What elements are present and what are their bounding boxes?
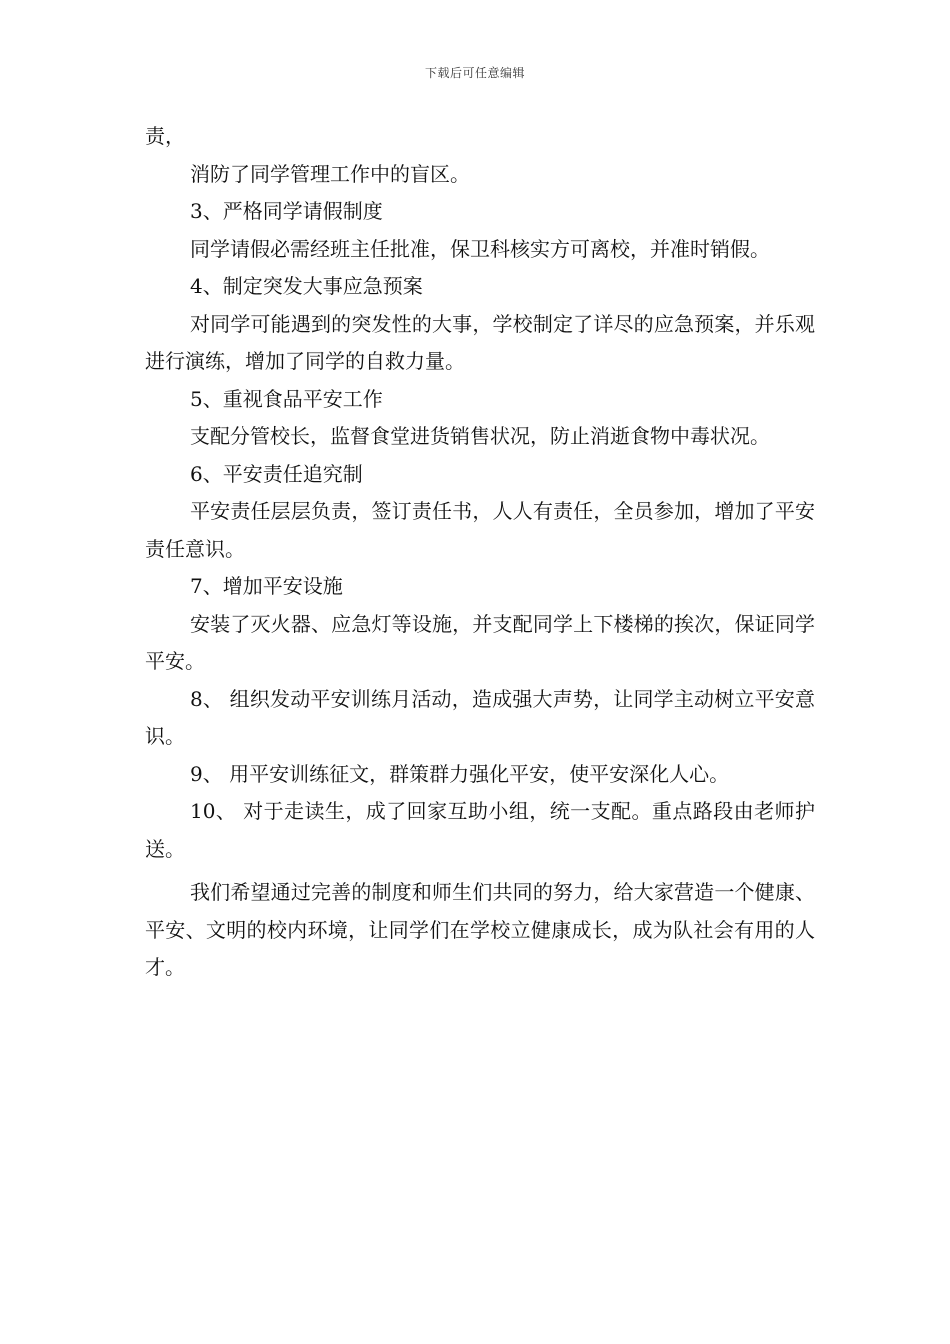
paragraph: 同学请假必需经班主任批准，保卫科核实方可离校，并准时销假。: [190, 236, 770, 261]
list-item-10: 10、 对于走读生，成了回家互助小组，统一支配。重点路段由老师护送。: [145, 799, 815, 861]
paragraph: 平安责任层层负责，签订责任书，人人有责任，全员参加，增加了平安责任意识。: [145, 499, 815, 561]
paragraph-continuation: 责，: [145, 124, 185, 148]
section-heading-3: 3、严格同学请假制度: [190, 199, 383, 223]
section-heading-5: 5、重视食品平安工作: [190, 386, 383, 411]
section-heading-6: 6、平安责任追究制: [190, 461, 363, 486]
page-header: 下载后可任意编辑: [424, 66, 525, 80]
document-body: [145, 118, 815, 987]
section-heading-4: 4、制定突发大事应急预案: [190, 274, 423, 298]
paragraph: 安装了灭火器、应急灯等设施，并支配同学上下楼梯的挨次，保证同学平安。: [145, 611, 815, 673]
list-item-8: 8、 组织发动平安训练月活动，造成强大声势，让同学主动树立平安意识。: [145, 686, 815, 748]
paragraph: 消防了同学管理工作中的盲区。: [190, 161, 470, 186]
list-item-9: 9、 用平安训练征文，群策群力强化平安，使平安深化人心。: [190, 761, 730, 786]
paragraph: 支配分管校长，监督食堂进货销售状况，防止消逝食物中毒状况。: [190, 424, 770, 448]
section-heading-7: 7、增加平安设施: [190, 574, 343, 598]
paragraph: 对同学可能遇到的突发性的大事，学校制定了详尽的应急预案，并乐观进行演练，增加了同学的自救力量。: [145, 311, 815, 373]
closing-paragraph: 我们希望通过完善的制度和师生们共同的努力，给大家营造一个健康、平安、文明的校内环境，让同学们在学校立健康成长，成为队社会有用的人才。: [145, 880, 815, 979]
